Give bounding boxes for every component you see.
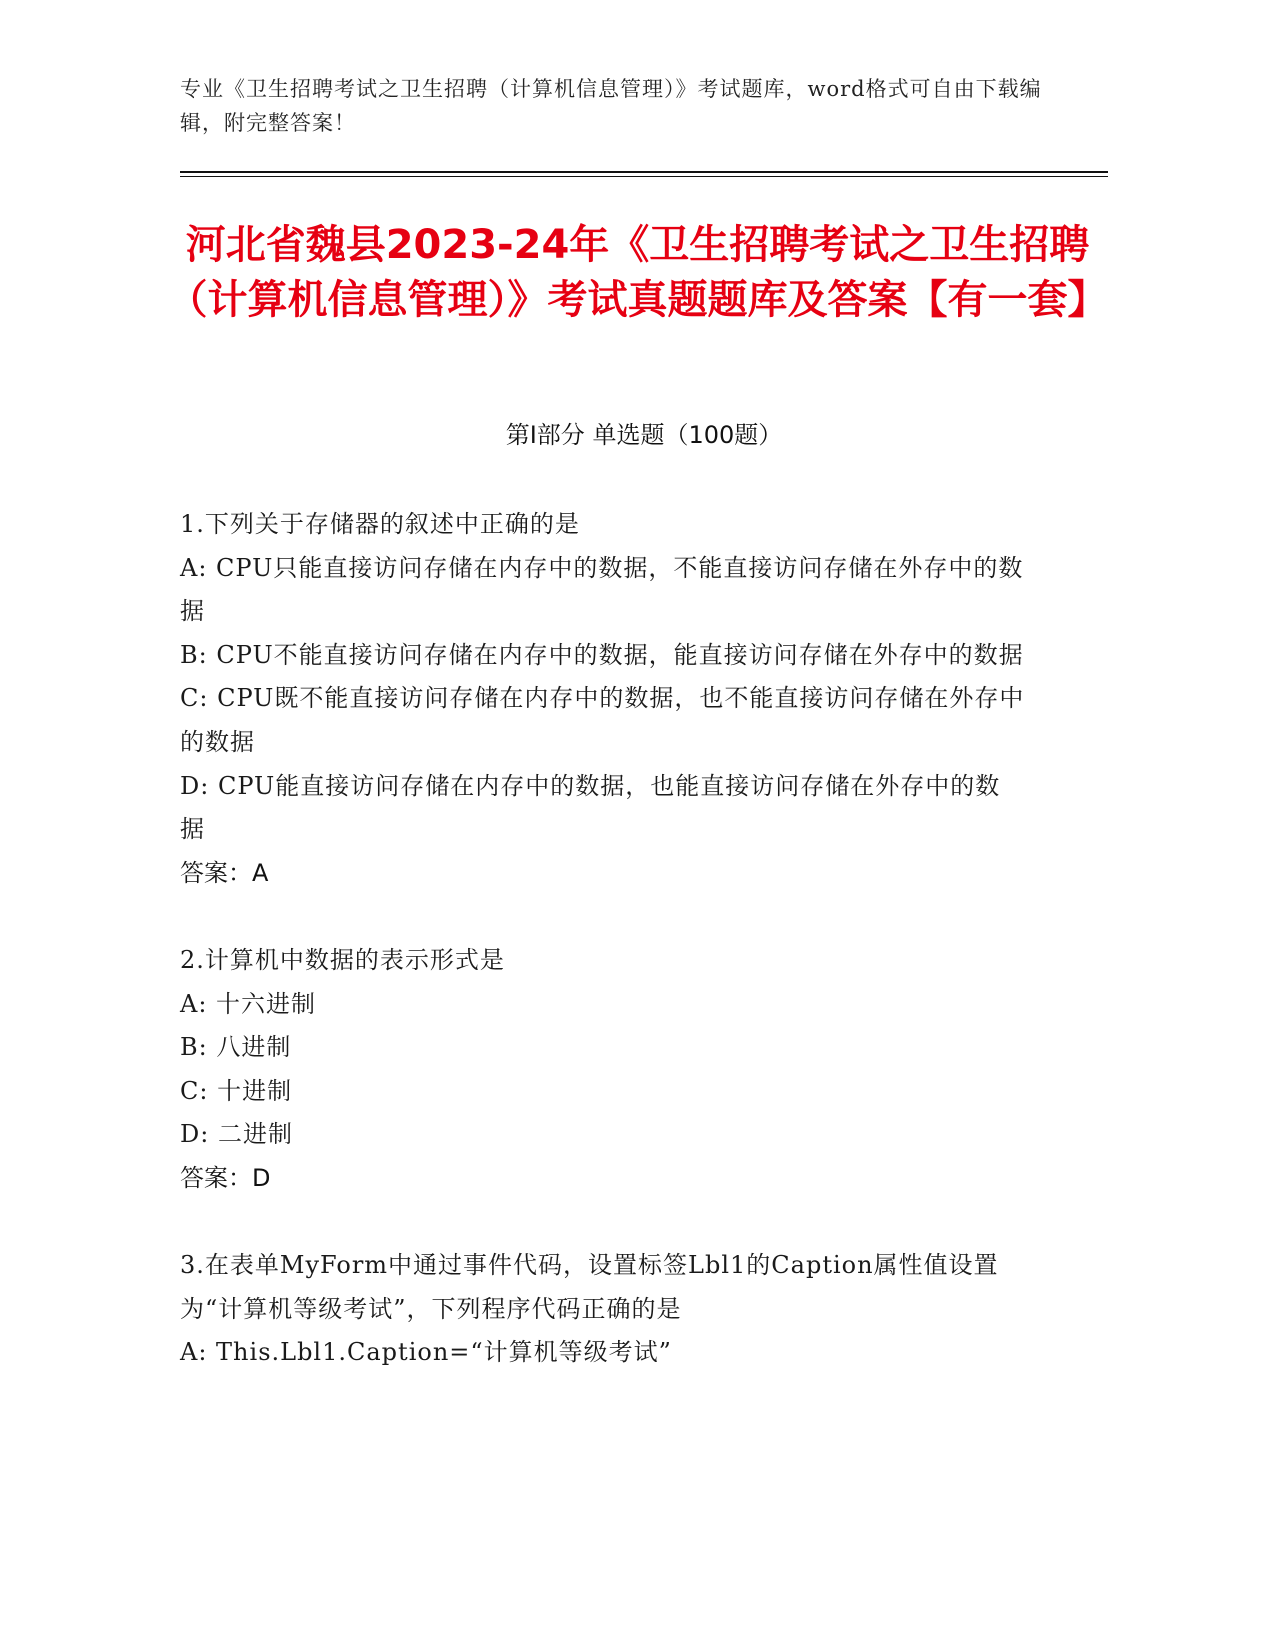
option-d: D: CPU能直接访问存储在内存中的数据，也能直接访问存储在外存中的数据 (180, 771, 1001, 844)
option-b: B: CPU不能直接访问存储在内存中的数据，能直接访问存储在外存中的数据 (180, 640, 1024, 669)
question-spacer (180, 1201, 1025, 1245)
option-c: C: CPU既不能直接访问存储在内存中的数据，也不能直接访问存储在外存中的数据 (180, 684, 1025, 756)
question-stem: 1.下列关于存储器的叙述中正确的是 (180, 510, 580, 538)
option-a: A: This.Lbl1.Caption=“计算机等级考试” (180, 1338, 672, 1367)
question-spacer (180, 895, 1025, 939)
option-a: A: 十六进制 (180, 989, 317, 1018)
question-2 (180, 939, 1025, 1201)
section-title: 第Ⅰ部分 单选题（100题） (505, 421, 783, 449)
document-title: 河北省魏县2023-24年《卫生招聘考试之卫生招聘（计算机信息管理）》考试真题题库及答案【有一套】 (167, 222, 1108, 323)
answer: 答案：A (180, 858, 269, 887)
answer: 答案：D (180, 1163, 271, 1192)
option-a: A: CPU只能直接访问存储在内存中的数据，不能直接访问存储在外存中的数据 (180, 553, 1024, 626)
question-list (180, 503, 1025, 1375)
question-stem: 2.计算机中数据的表示形式是 (180, 945, 505, 974)
option-c: C: 十进制 (180, 1076, 293, 1105)
question-1 (180, 503, 1025, 895)
header-divider-thick (180, 171, 1108, 173)
question-3 (180, 1244, 1025, 1375)
header-divider-thin (180, 176, 1108, 177)
header-note: 专业《卫生招聘考试之卫生招聘（计算机信息管理）》考试题库，word格式可自由下载编辑，附完整答案！ (180, 77, 1042, 135)
option-d: D: 二进制 (180, 1120, 293, 1149)
question-stem: 3.在表单MyForm中通过事件代码，设置标签Lbl1的Caption属性值设置为“计算机等级考试”，下列程序代码正确的是 (180, 1251, 999, 1323)
option-b: B: 八进制 (180, 1033, 292, 1062)
